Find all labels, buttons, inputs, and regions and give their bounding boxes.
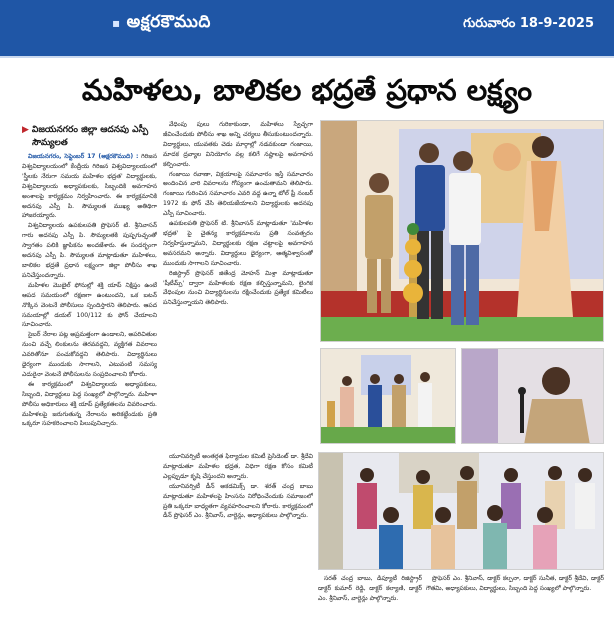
photo-group [318,452,604,570]
issue-date: గురువారం 18-9-2025 [463,16,594,31]
article-paragraph: ఈ కార్యక్రమంలో విశ్వవిద్యాలయ అధ్యాపకులు, సిబ్బంది, విద్యార్థులు పెద్ద సంఖ్యలో పాల్గొన్నారు. మహిళా పోలీసు అధికారులు శక్తి యాప్ ప్రత్యేకతలను వివరించారు. మహిళలపై జరుగుతున్న నేరాలను అరికట్టేందుకు ప్రతి ఒక్కరూ సహకరించాలని పిలుపునిచ్చారు. [22,380,157,428]
article-paragraph: యూనివర్సిటీ డీన్ అకడమిక్స్ డా. శరత్ చంద్ర బాబు మాట్లాడుతూ మహిళలపై హింసను నిరోధించేందుకు సమాజంలో ప్రతి ఒక్కరూ బాధ్యతగా వ్యవహరించాలని కోరారు. కార్యక్రమంలో డీన్ ప్రొఫెసర్ ఎం. శ్రీనివాస్, వార్డెన్లు, అధ్యాపకులు పాల్గొన్నారు. [163,482,313,520]
photo-group-illustration [319,453,604,570]
article-paragraph: మహిళల మొబైల్ ఫోనుల్లో శక్తి యాప్ నిక్షిప్తం ఉంటే ఆపద సమయంలో రక్షణగా ఉంటుందని, ఒక బటన్ నొక్కిన వెంటనే పోలీసులు స్పందిస్తారని తెలిపారు. ఆపద సమయాల్లో డయల్ 100/112 కు ఫోన్ చేయాలని సూచించారు. [22,281,157,329]
article-paragraph: రిజిస్ట్రార్ ప్రొఫెసర్ జితేంద్ర మోహన్ మిశ్రా మాట్లాడుతూ 'షీటీమ్స్' ద్వారా మహిళలకు రక్షణ కల్పిస్తున్నామని, లైంగిక వేధింపుల నుంచి విద్యార్థినులను రక్షించేందుకు ప్రత్యేక కమిటీలు పనిచేస్తున్నాయని తెలిపారు. [163,269,313,307]
photo-speaker-illustration [462,349,604,444]
article-paragraph: యూనివర్సిటీ అంతర్గత ఫిర్యాదుల కమిటీ ప్రెసిడెంట్ డా. శ్రీదేవి మాట్లాడుతూ మహిళల భద్రత, విధిగా రక్షణ కోసం కమిటీ ఎల్లప్పుడూ కృషి చేస్తుందని అన్నారు. [163,453,313,480]
photo-lamp-lighting-illustration [321,121,604,342]
masthead-marker-icon: ▪ [112,16,121,30]
photo-dignitaries-illustration [321,349,456,444]
article-paragraph: సరత్ చంద్ర బాబు, డిప్యూటీ రిజిస్ట్రార్ డాక్టర్ కుమార్ రెడ్డి, డాక్టర్ కల్యాణి, డాక్టర్ ఎం. శ్రీనివాస్, వార్డెన్లు పాల్గొన్నారు. [318,575,422,602]
article-paragraph: విశ్వవిద్యాలయ ఉపకులపతి ప్రొఫెసర్ టి. శ్రీనివాసన్ గారు అదనపు ఎస్పీ పి. సౌమ్యలతకి పుష్పగుచ్ఛంతో స్వాగతం పలికి జ్ఞాపికను అందజేశారు. ఈ సందర్భంగా అదనపు ఎస్పీ పి. సౌమ్యలత మాట్లాడుతూ మహిళలు, బాలికల భద్రతే ప్రధాన లక్ష్యంగా జిల్లా పోలీసు శాఖ పనిచేస్తుందన్నారు. [22,222,157,279]
byline-title: విజయనగరం జిల్లా ఆదనపు ఎస్పీ [31,125,149,135]
article-dateline: విజయనగరం, సెప్టెంబర్ 17 (అక్షరకౌముది) : [28,153,139,160]
article-paragraph: వేధింపు పులు గురికాకుండా, మహిళలు స్వేచ్ఛగా జీవించేందుకు పోలీసు శాఖ అన్ని చర్యలు తీసుకుంటుందన్నారు. విద్యార్థులు, యువతకు చెడు మార్గాల్లో నడవకుండా గంజాయి, మాదక ద్రవ్యాల వినియోగం వల్ల కలిగే నష్టాలపై అవగాహన కల్పించారు. [163,121,313,168]
photo-dignitaries [320,348,456,444]
masthead [0,0,614,58]
article-column-2 [163,120,313,452]
article-paragraph: ప్రొఫెసర్ ఎం. శ్రీనివాస్, డాక్టర్ కల్పనా, డాక్టర్ సునీత, డాక్టర్ శ్రీదేవి, డాక్టర్ గౌతమి, అధ్యాపకులు, విద్యార్థులు, సిబ్బంది పెద్ద సంఖ్యలో పాల్గొన్నారు. [426,575,604,592]
byline-author: సౌమ్యలత [32,138,68,148]
article-column-2-continued [163,452,313,624]
article-byline [22,124,162,150]
article-paragraph: గంజాయి రవాణా, విక్రయాలపై సమాచారం ఇస్తే సమాచారం అందించిన వారి వివరాలను గోప్యంగా ఉంచుతామని తెలిపారు. గంజాయి గురించిన సమాచారం ఎవరి వద్ద ఉన్నా టోల్ ఫ్రీ నంబర్ 1972 కు ఫోన్ చేసి తెలియజేయాలని విద్యార్థులకు అదనపు ఎస్పీ సూచించారు. [163,170,313,218]
byline-arrow-icon: ▶ [22,125,29,135]
article-column-1 [22,152,157,622]
article-bottom-text-right [426,574,604,624]
article-paragraph: సైబర్ నేరాల పట్ల అప్రమత్తంగా ఉండాలని, అపరిచితుల నుంచి వచ్చే లింకులను తెరవవద్దని, వ్యక్తిగత వివరాలు ఎవరితోనూ పంచుకోవద్దని తెలిపారు. విద్యార్థినులు ధైర్యంగా ముందుకు సాగాలని, ఎటువంటి సమస్య ఎదురైనా వెంటనే పోలీసులను సంప్రదించాలని కోరారు. [22,331,157,378]
article-bottom-text-left [318,574,422,624]
article-paragraph: ఉపకులపతి ప్రొఫెసర్ టి. శ్రీనివాసన్ మాట్లాడుతూ 'మహిళల భద్రత' పై చైతన్య కార్యక్రమాలను ప్రతి సంవత్సరం నిర్వహిస్తున్నామని, విద్యార్థులకు రక్షణ చట్టాలపై అవగాహన అవసరమని అన్నారు. విద్యార్థులు ధైర్యంగా, ఆత్మవిశ్వాసంతో ముందుకు సాగాలని సూచించారు. [163,220,313,267]
photo-lamp-lighting [320,120,604,342]
article-headline: మహిళలు, బాలికల భద్రతే ప్రధాన లక్ష్యం [81,73,533,107]
photo-speaker [461,348,604,444]
paper-name: ▪ అక్షరకౌముది [112,12,211,32]
article-paragraph: విజయనగరం, సెప్టెంబర్ 17 (అక్షరకౌముది) : గిరిజన విశ్వవిద్యాలయంలో కేంద్రీయ గిరిజన విశ్వవిద్యాలయంలో 'స్త్రీలకు నేరుగా సమయ మహిళల భద్రత' విద్యార్థులకు, విశ్వవిద్యాలయ అధ్యాపకులకు, సిబ్బందికి అవగాహన అంశాలపై కార్యక్రమం నిర్వహించారు. ఈ కార్యక్రమానికి అదనపు ఎస్పీ పి. సౌమ్యలత ముఖ్య అతిథిగా హాజరయ్యారు. [22,153,157,220]
